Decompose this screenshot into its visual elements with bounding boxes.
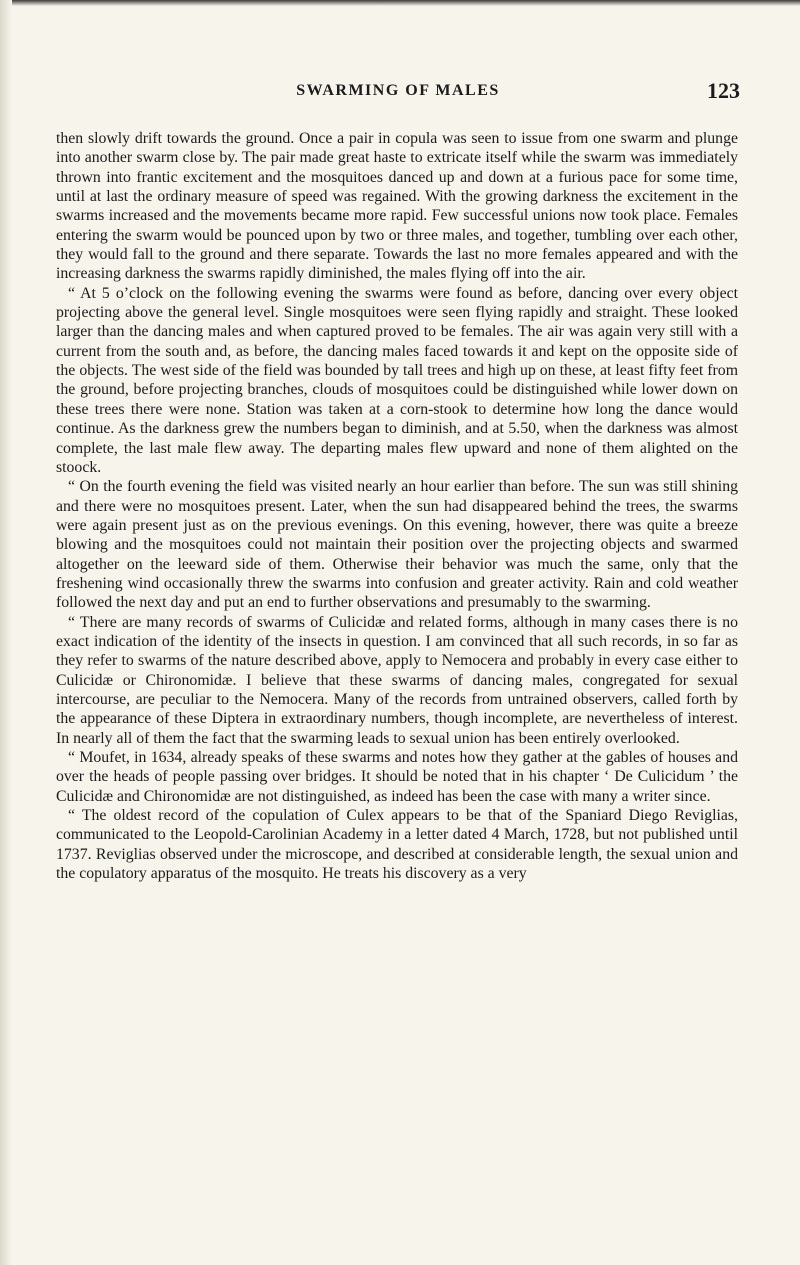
running-head: SWARMING OF MALES [296,82,500,99]
paragraph: “ There are many records of swarms of Culicidæ and related forms, although in many cases there is no exact indication of the identity of the insects in question. I am convinced that all such records, in so far as they refer to swarms of the nature described above, apply to Nemocera and probably in every case either to Culicidæ or Chironomidæ. I believe that these swarms of dancing males, congregated for sexual intercourse, are peculiar to the Nemocera. Many of the records from untrained observers, called forth by the appearance of these Diptera in extraordinary numbers, though incomplete, are nevertheless of interest. In nearly all of them the fact that the swarming leads to sexual union has been entirely overlooked. [56,613,738,747]
scan-edge-top [0,0,800,6]
paragraph: “ On the fourth evening the field was visited nearly an hour earlier than before. The sun was still shining and there were no mosquitoes present. Later, when the sun had disappeared behind the trees, the swarms were again present just as on the previous evenings. On this evening, however, there was quite a breeze blowing and the mosquitoes could not maintain their position over the projecting objects and swarmed altogether on the leeward side of them. Otherwise their behavior was much the same, only that the freshening wind occasionally threw the swarms into confusion and greater activity. Rain and cold weather followed the next day and put an end to further observations and presumably to the swarming. [56,478,738,612]
paragraph: “ Moufet, in 1634, already speaks of these swarms and notes how they gather at the gables of houses and over the heads of people passing over bridges. It should be noted that in his chapter ‘ De Culicidum ’ the Culicidæ and Chironomidæ are not distinguished, as indeed has been the case with many a writer since. [56,749,738,805]
scan-edge-left [0,0,12,1265]
paragraph: “ The oldest record of the copulation of Culex appears to be that of the Spaniard Diego Reviglias, communicated to the Leopold-Carolinian Academy in a letter dated 4 March, 1728, but not published until 1737. Reviglias observed under the microscope, and described at considerable length, the sexual union and the copulatory apparatus of the mosquito. He treats his discovery as a very [56,807,738,883]
page-header [56,78,740,110]
page-number: 123 [707,78,740,103]
paragraph: then slowly drift towards the ground. Once a pair in copula was seen to issue from one swarm and plunge into another swarm close by. The pair made great haste to extricate itself while the swarm was immediately thrown into frantic excitement and the mosquitoes danced up and down at a furious pace for some time, until at last the ordinary measure of speed was regained. With the growing darkness the excitement in the swarms increased and the movements became more rapid. Few successful unions now took place. Females entering the swarm would be pounced upon by two or three males, and together, tumbling over each other, they would fall to the ground and there separate. Towards the last no more females appeared and with the increasing darkness the swarms rapidly diminished, the males flying off into the air. [56,130,738,283]
paragraph: “ At 5 o’clock on the following evening the swarms were found as before, dancing over every object projecting above the general level. Single mosquitoes were seen flying rapidly and straight. These looked larger than the dancing males and when captured proved to be females. The air was again very still with a current from the south and, as before, the dancing males faced towards it and kept on the opposite side of the objects. The west side of the field was bounded by tall trees and high up on these, at least fifty feet from the ground, before projecting branches, clouds of mosquitoes could be distinguished while lower down on these trees there were none. Station was taken at a corn-stook to determine how long the dance would continue. As the darkness grew the numbers began to diminish, and at 5.50, when the darkness was almost complete, the last male flew away. The departing males flew upward and none of them alighted on the stoock. [56,284,738,476]
body-text [56,129,738,883]
